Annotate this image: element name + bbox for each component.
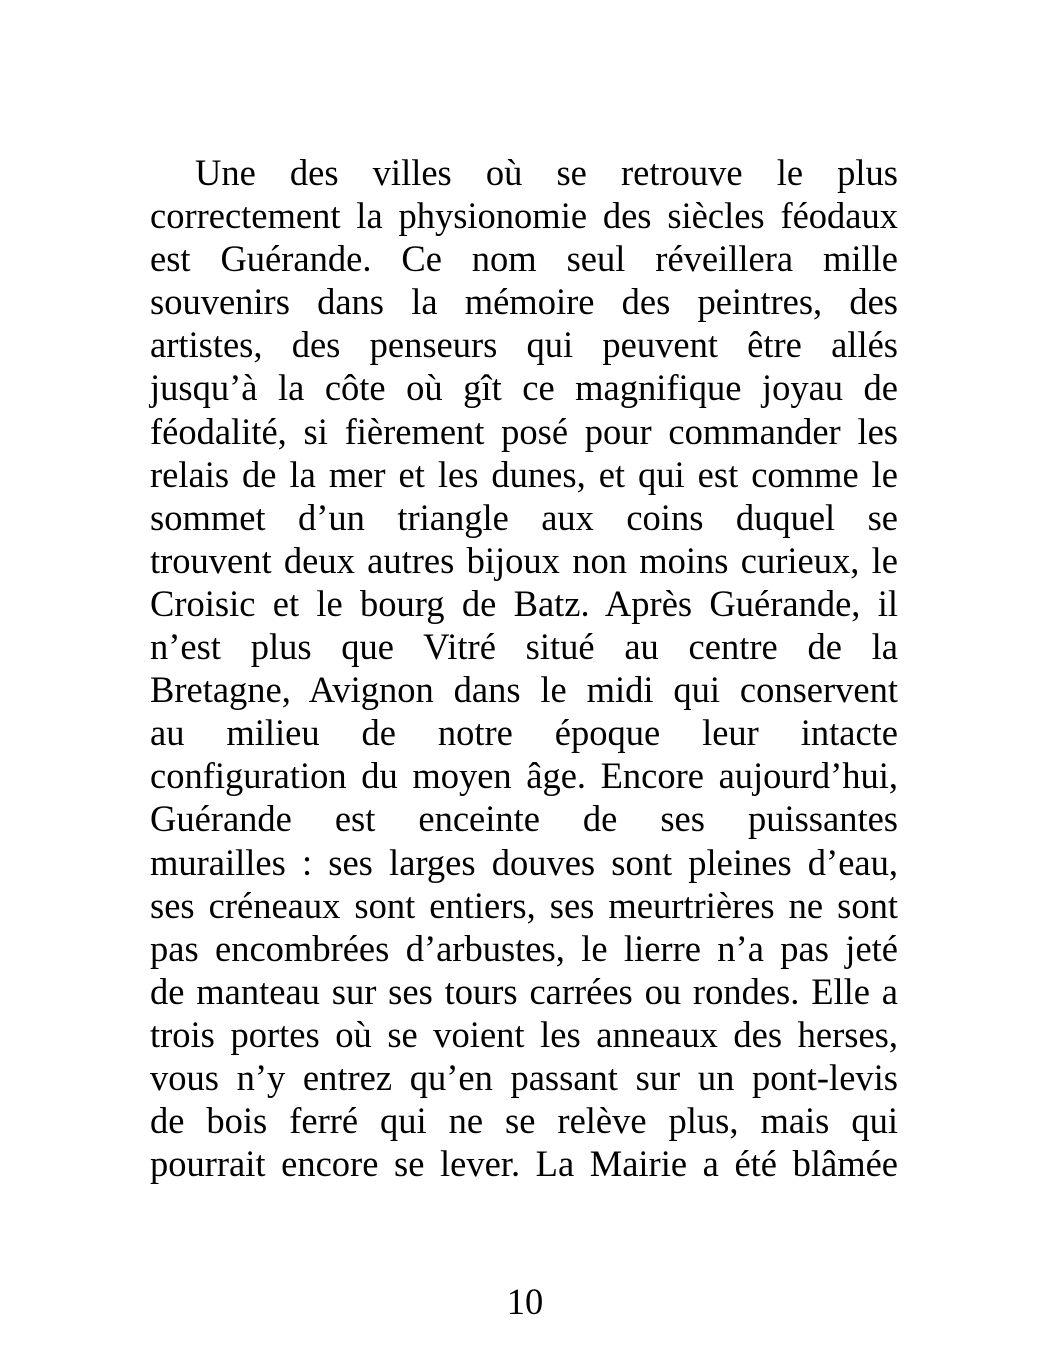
body-paragraph [150, 151, 898, 1185]
text-line: souvenirs dans la mémoire des peintres, des [150, 281, 898, 323]
page-number: 10 [506, 1281, 544, 1322]
text-line: jusqu’à la côte où gît ce magnifique joyau de [150, 367, 898, 409]
text-line: trouvent deux autres bijoux non moins curieux, le [150, 539, 898, 581]
text-line: est Guérande. Ce nom seul réveillera mille [150, 238, 898, 280]
text-line: murailles : ses larges douves sont pleines d’eau, [150, 841, 898, 883]
text-line: au milieu de notre époque leur intacte [150, 712, 898, 754]
text-line: de bois ferré qui ne se relève plus, mais qui [150, 1100, 898, 1142]
text-line: pourrait encore se lever. La Mairie a été blâmée [150, 1143, 898, 1185]
text-line: Bretagne, Avignon dans le midi qui conservent [150, 669, 898, 711]
text-line: artistes, des penseurs qui peuvent être allés [150, 324, 898, 366]
text-line: sommet d’un triangle aux coins duquel se [150, 496, 898, 538]
text-line: ses créneaux sont entiers, ses meurtrières ne sont [150, 884, 898, 926]
text-line: trois portes où se voient les anneaux des herses, [150, 1013, 898, 1055]
text-line: Croisic et le bourg de Batz. Après Guérande, il [150, 582, 898, 624]
text-line: vous n’y entrez qu’en passant sur un pont-levis [150, 1056, 898, 1098]
text-line: correctement la physionomie des siècles féodaux [150, 195, 898, 237]
text-line: Une des villes où se retrouve le plus [195, 152, 898, 193]
text-line: relais de la mer et les dunes, et qui est comme le [150, 453, 898, 495]
text-line: Guérande est enceinte de ses puissantes [150, 798, 898, 840]
text-line: configuration du moyen âge. Encore aujourd’hui, [150, 755, 898, 797]
text-line: féodalité, si fièrement posé pour commander les [150, 410, 898, 452]
text-line: n’est plus que Vitré situé au centre de la [150, 626, 898, 668]
text-line: pas encombrées d’arbustes, le lierre n’a pas jeté [150, 927, 898, 969]
text-line: de manteau sur ses tours carrées ou rondes. Elle a [150, 970, 898, 1012]
